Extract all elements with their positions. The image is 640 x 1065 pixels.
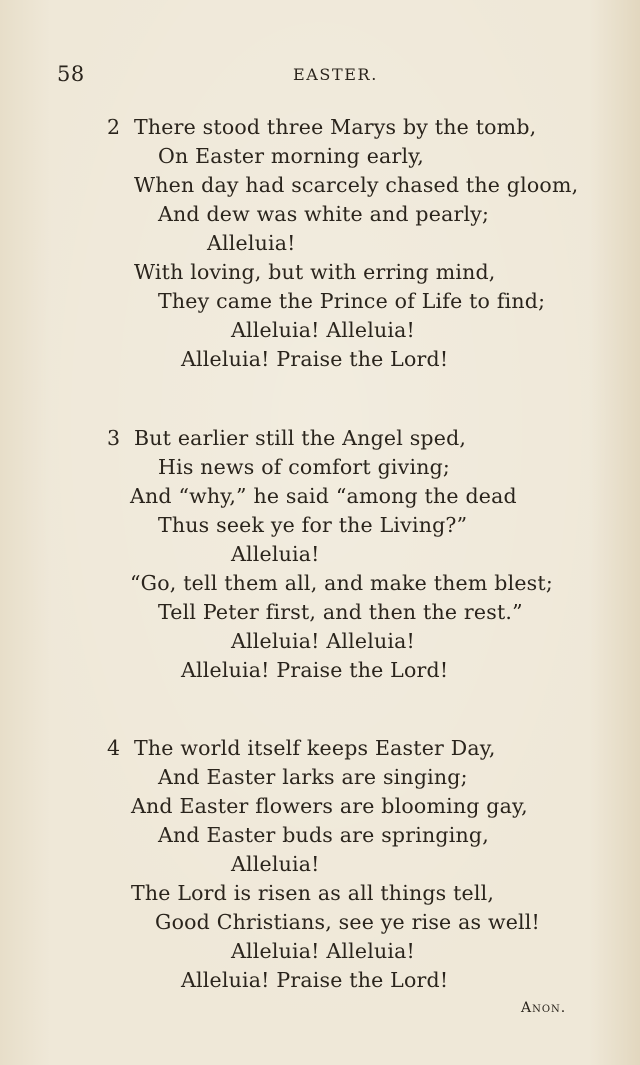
verse-line: And “why,” he said “among the dead [130, 484, 517, 508]
verse-line: And dew was white and pearly; [158, 202, 490, 226]
running-title: EASTER. [293, 65, 378, 84]
verse-line: Alleluia! [231, 852, 320, 876]
verse-line: They came the Prince of Life to find; [158, 289, 546, 313]
verse-line: The Lord is risen as all things tell, [131, 881, 495, 905]
author-attribution: Anon. [521, 1000, 567, 1016]
verse-line: With loving, but with erring mind, [134, 260, 496, 284]
verse-line: And Easter larks are singing; [158, 765, 468, 789]
page-number: 58 [57, 62, 85, 86]
verse-number: 2 [107, 115, 121, 139]
verse-line: And Easter flowers are blooming gay, [131, 794, 528, 818]
page-header [0, 62, 640, 86]
verse-line: Tell Peter first, and then the rest.” [158, 600, 523, 624]
verse-line: Alleluia! Alleluia! [231, 939, 415, 963]
verse-number: 4 [107, 736, 121, 760]
verse-line: There stood three Marys by the tomb, [134, 115, 537, 139]
verse-line: Alleluia! Praise the Lord! [181, 968, 449, 992]
verse-line: Good Christians, see ye rise as well! [155, 910, 540, 934]
verse-line: Alleluia! Praise the Lord! [181, 658, 449, 682]
verse-line: But earlier still the Angel sped, [134, 426, 467, 450]
verse-line: Alleluia! Alleluia! [231, 629, 415, 653]
verse-line: And Easter buds are springing, [158, 823, 489, 847]
verse-line: The world itself keeps Easter Day, [134, 736, 496, 760]
verse-line: Alleluia! [231, 542, 320, 566]
verse-line: Thus seek ye for the Living?” [158, 513, 468, 537]
verse-number: 3 [107, 426, 121, 450]
verse-line: Alleluia! Praise the Lord! [181, 347, 449, 371]
verse-line: When day had scarcely chased the gloom, [134, 173, 579, 197]
verse-line: On Easter morning early, [158, 144, 424, 168]
verse-line: Alleluia! Alleluia! [231, 318, 415, 342]
verse-line: “Go, tell them all, and make them blest; [130, 571, 553, 595]
verse-line: Alleluia! [207, 231, 296, 255]
verse-line: His news of comfort giving; [158, 455, 451, 479]
